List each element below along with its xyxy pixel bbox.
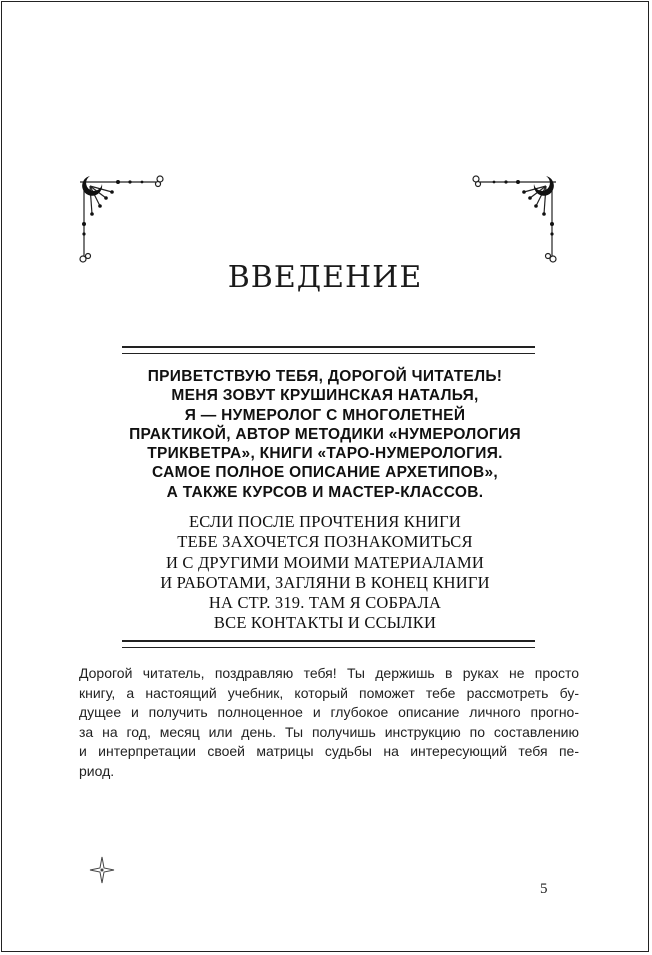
body-paragraph	[79, 664, 579, 781]
body-line: риод.	[79, 762, 115, 779]
book-page	[1, 1, 649, 952]
intro-plain-line: ТЕБЕ ЗАХОЧЕТСЯ ПОЗНАКОМИТЬСЯ	[177, 532, 473, 552]
intro-bold-line: САМОЕ ПОЛНОЕ ОПИСАНИЕ АРХЕТИПОВ»,	[152, 464, 498, 482]
four-point-star-icon	[88, 855, 116, 885]
intro-bold-line: А ТАКЖЕ КУРСОВ И МАСТЕР-КЛАССОВ.	[166, 483, 484, 501]
body-line: дущее и получить полноценное и глубокое описание личного прогно-	[79, 704, 579, 720]
intro-plain-line: И РАБОТАМИ, ЗАГЛЯНИ В КОНЕЦ КНИГИ	[160, 572, 490, 592]
corner-ornament-left-icon	[76, 170, 168, 268]
intro-plain-line: НА СТР. 319. ТАМ Я СОБРАЛА	[208, 593, 442, 613]
intro-plain-line: И С ДРУГИМИ МОИМИ МАТЕРИАЛАМИ	[165, 552, 485, 572]
body-line: Дорогой читатель, поздравляю тебя! Ты держишь в руках не просто	[79, 665, 579, 681]
intro-bold-block	[2, 367, 648, 502]
corner-ornament-right-icon	[468, 170, 560, 268]
intro-bold-line: ПРАКТИКОЙ, АВТОР МЕТОДИКИ «НУМЕРОЛОГИЯ	[129, 425, 521, 443]
body-line: за на год, месяц или день. Ты получишь инструкцию по составлению	[79, 723, 579, 740]
intro-plain-block	[2, 512, 648, 634]
intro-plain-line: ЕСЛИ ПОСЛЕ ПРОЧТЕНИЯ КНИГИ	[188, 512, 462, 531]
intro-bold-line: ПРИВЕТСТВУЮ ТЕБЯ, ДОРОГОЙ ЧИТАТЕЛЬ!	[147, 368, 503, 385]
intro-plain-line: ВСЕ КОНТАКТЫ И ССЫЛКИ	[213, 613, 437, 633]
body-line: и интерпретации своей матрицы судьбы на интересующий тебя пе-	[79, 743, 579, 759]
intro-bold-line: ТРИКВЕТРА», КНИГИ «ТАРО-НУМЕРОЛОГИЯ.	[147, 445, 503, 463]
page-title: ВВЕДЕНИЕ	[227, 260, 423, 296]
divider-top	[122, 346, 535, 354]
body-line: книгу, а настоящий учебник, который поможет тебе рассмотреть бу-	[79, 684, 579, 701]
intro-bold-line: Я — НУМЕРОЛОГ С МНОГОЛЕТНЕЙ	[184, 406, 466, 424]
page-number: 5	[540, 881, 548, 897]
intro-bold-line: МЕНЯ ЗОВУТ КРУШИНСКАЯ НАТАЛЬЯ,	[171, 387, 479, 405]
divider-bottom	[122, 640, 535, 648]
